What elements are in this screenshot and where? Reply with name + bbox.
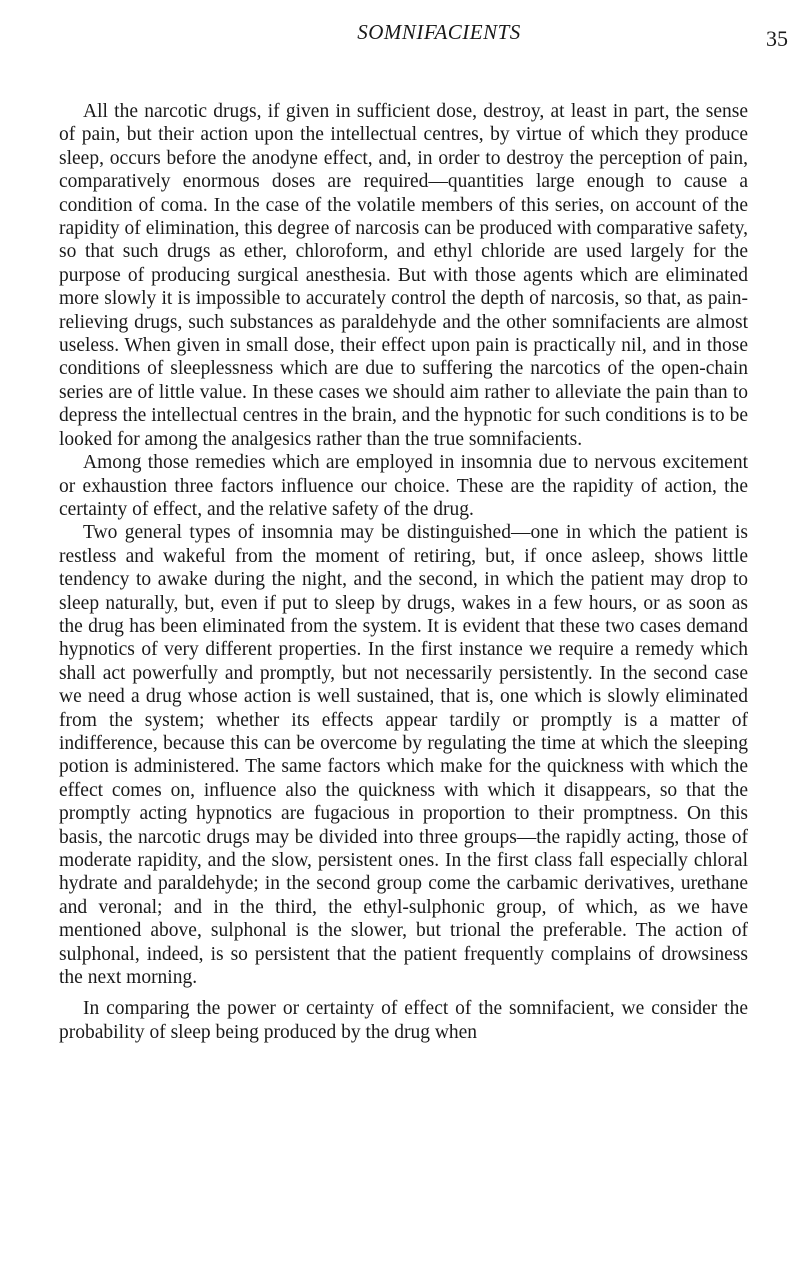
paragraph: Two general types of insomnia may be distinguished—one in which the patient is restless and wakeful from the moment of retiring, but, if once asleep, shows little tendency to awake during the night, and the second, in which the patient may drop to sleep naturally, but, even if put to sleep by drugs, wakes in a few hours, or as soon as the drug has been eliminated from the system. It is evident that these two cases demand hypnotics of very different properties. In the first instance we require a remedy which shall act powerfully and promptly, but not necessarily persistently. In the second case we need a drug whose action is well sustained, that is, one which is slowly eliminated from the system; whether its effects appear tardily or promptly is a matter of indifference, because this can be overcome by regulating the time at which the sleeping potion is administered. The same factors which make for the quickness with which the effect comes on, influence also the quickness with which it disappears, so that the promptly acting hypnotics are fugacious in proportion to their promptness. On this basis, the narcotic drugs may be divided into three groups—the rapidly acting, those of moderate rapidity, and the slow, persistent ones. In the first class fall especially chloral hydrate and paraldehyde; in the second group come the carbamic derivatives, urethane and veronal; and in the third, the ethyl-sulphonic group, of which, as we have mentioned above, sulphonal is the slower, but trional the preferable. The action of sulphonal, indeed, is so persistent that the patient frequently complains of drowsiness the next morning. [59,522,748,989]
running-title: SOMNIFACIENTS [357,20,521,44]
paragraph: In comparing the power or certainty of effect of the somnifacient, we consider the probability of sleep being produced by the drug when [59,998,748,1043]
page-number: 35 [766,26,788,51]
body-text [59,100,748,1044]
running-head [80,20,798,60]
paragraph: All the narcotic drugs, if given in sufficient dose, destroy, at least in part, the sense of pain, but their action upon the intellectual centres, by virtue of which they produce sleep, occurs before the anodyne effect, and, in order to destroy the perception of pain, comparatively enormous doses are required—quantities large enough to cause a condition of coma. In the case of the volatile members of this series, on account of the rapidity of elimination, this degree of narcosis can be produced with comparative safety, so that such drugs as ether, chloroform, and ethyl chloride are used largely for the purpose of producing surgical anesthesia. But with those agents which are eliminated more slowly it is impossible to accurately control the depth of narcosis, so that, as pain-relieving drugs, such substances as paraldehyde and the other somnifacients are almost useless. When given in small dose, their effect upon pain is practically nil, and in those conditions of sleeplessness which are due to suffering the narcotics of the open-chain series are of little value. In these cases we should aim rather to alleviate the pain than to depress the intellectual centres in the brain, and the hypnotic for such conditions is to be looked for among the analgesics rather than the true somnifacients. [59,101,748,450]
paragraph: Among those remedies which are employed in insomnia due to nervous excitement or exhaustion three factors influence our choice. These are the rapidity of action, the certainty of effect, and the relative safety of the drug. [59,452,748,520]
